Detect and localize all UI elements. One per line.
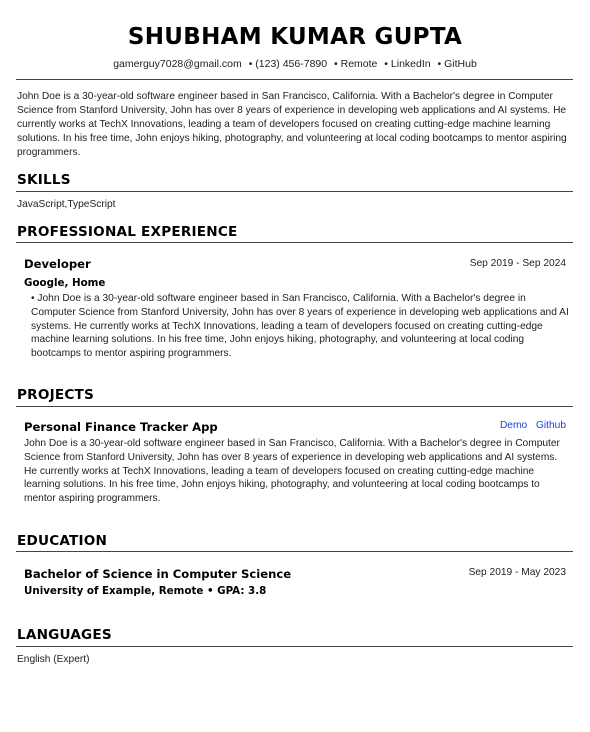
- project-demo-link[interactable]: Demo: [499, 420, 528, 431]
- project-title: Personal Finance Tracker App: [24, 420, 218, 434]
- contact-line: [0, 58, 590, 70]
- candidate-name: SHUBHAM KUMAR GUPTA: [127, 24, 463, 50]
- job-company: Google, Home: [24, 277, 106, 289]
- experience-heading: PROFESSIONAL EXPERIENCE: [17, 224, 238, 240]
- contact-email[interactable]: gamerguy7028@gmail.com: [113, 58, 242, 70]
- job-dates: Sep 2019 - Sep 2024: [469, 258, 566, 269]
- contact-location: • Remote: [334, 58, 378, 70]
- header-divider: [16, 79, 573, 80]
- project-github-link[interactable]: Github: [535, 420, 566, 431]
- skills-divider: [16, 191, 573, 192]
- education-divider: [16, 551, 573, 552]
- contact-linkedin-link[interactable]: • LinkedIn: [384, 58, 431, 70]
- languages-heading: LANGUAGES: [17, 627, 112, 643]
- contact-phone: • (123) 456-7890: [248, 58, 328, 70]
- job-title: Developer: [24, 257, 91, 271]
- projects-divider: [16, 406, 573, 407]
- school-details: University of Example, Remote • GPA: 3.8: [24, 585, 267, 597]
- project-description: John Doe is a 30-year-old software engineer based in San Francisco, California. With a Bachelor's degree in Computer Science from Stanford University, John has over 8 years of experience in developing web applications and AI systems. He currently works at TechX Innovations, leading a team of developers focused on creating cutting-edge machine learning solutions. In his free time, John enjoys hiking, photography, and volunteering at local coding bootcamps to mentor aspiring programmers.: [24, 438, 560, 505]
- projects-heading: PROJECTS: [17, 387, 94, 403]
- contact-github-link[interactable]: • GitHub: [437, 58, 477, 70]
- languages-divider: [16, 646, 573, 647]
- degree-title: Bachelor of Science in Computer Science: [24, 567, 292, 581]
- project-links: [494, 420, 566, 431]
- education-heading: EDUCATION: [17, 533, 108, 549]
- job-description: • John Doe is a 30-year-old software engineer based in San Francisco, California. With a Bachelor's degree in Computer Science from Stanford University, John has over 8 years of experience in developing web applications and AI systems. He currently works at TechX Innovations, leading a team of developers focused on creating cutting-edge machine learning solutions. In his free time, John enjoys hiking, photography, and volunteering at local coding bootcamps to mentor aspiring programmers.: [31, 293, 569, 360]
- summary-text: John Doe is a 30-year-old software engineer based in San Francisco, California. With a Bachelor's degree in Computer Science from Stanford University, John has over 8 years of experience in developing web applications and AI systems. He currently works at TechX Innovations, leading a team of developers focused on creating cutting-edge machine learning solutions. In his free time, John enjoys hiking, photography, and volunteering at local coding bootcamps to mentor aspiring programmers.: [17, 91, 567, 158]
- skills-list: JavaScript,TypeScript: [17, 199, 116, 210]
- skills-heading: SKILLS: [17, 172, 71, 188]
- experience-divider: [16, 242, 573, 243]
- education-dates: Sep 2019 - May 2023: [468, 567, 566, 578]
- languages-list: English (Expert): [17, 654, 90, 665]
